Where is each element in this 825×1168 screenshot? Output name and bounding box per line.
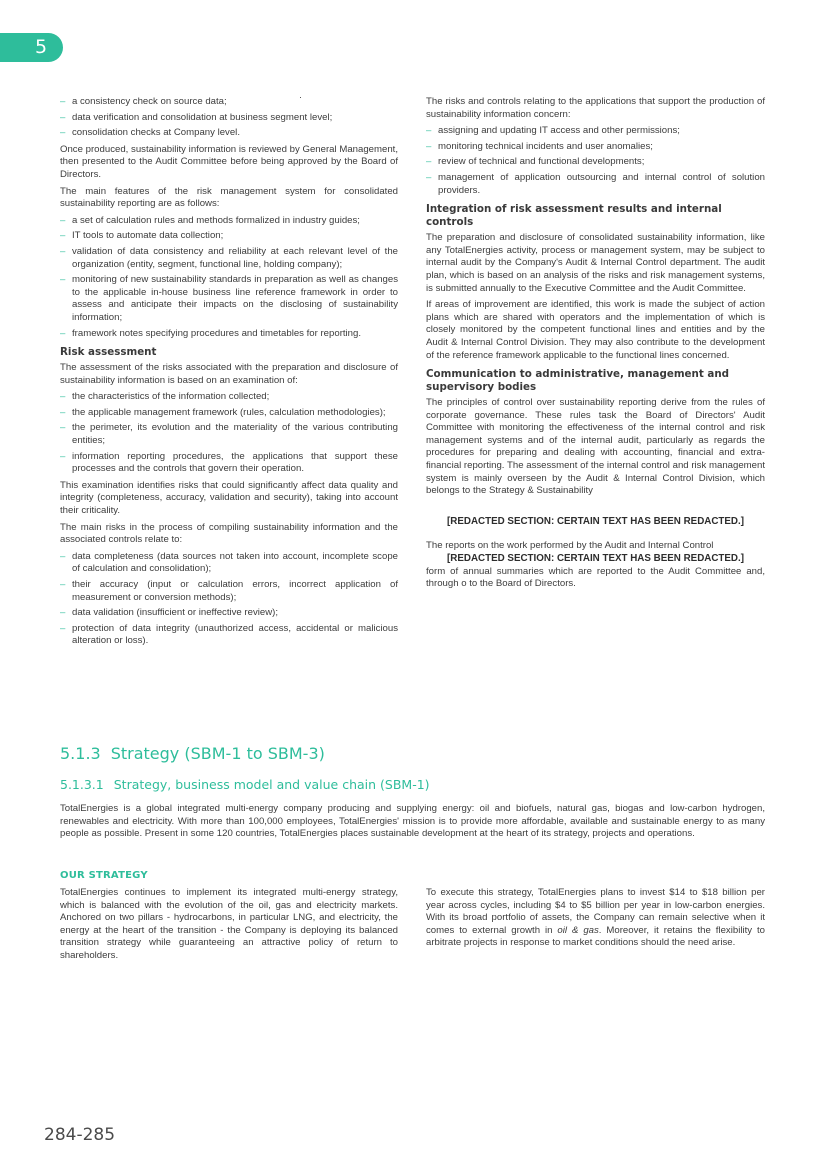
applications-list [426, 125, 765, 197]
left-column [60, 96, 398, 652]
intro-paragraph: TotalEnergies is a global integrated multi-energy company producing and supplying energy: oil and biofuels, natural gas, biogas and low-carbon hydrogen, renewables and electricity. With more than 100,000 employees, TotalEnergies' mission is to provide more affordable, available and sustainable energy to as many people as possible. Present in some 120 countries, TotalEnergies places sustainable development at the heart of its strategy, projects and operations. [60, 803, 765, 840]
list-item: – data completeness (data sources not taken into account, incomplete scope of calculation and consolidation); [60, 551, 398, 576]
chapter-number: 5 [35, 36, 48, 58]
subsection-number: 5.1.3.1 [60, 777, 104, 792]
features-list [60, 215, 398, 340]
our-strategy-heading: OUR STRATEGY [60, 870, 148, 881]
applications-paragraph: The risks and controls relating to the applications that support the production of sustainability information concern: [426, 96, 765, 120]
subsection-title: Strategy, business model and value chain (SBM-1) [113, 777, 430, 792]
list-item: – IT tools to automate data collection; [60, 230, 398, 243]
section-number: 5.1.3 [60, 744, 101, 763]
risk-assessment-heading: Risk assessment [60, 346, 157, 359]
chapter-tab [0, 33, 63, 62]
list-item: – validation of data consistency and reliability at each relevant level of the organization (entity, segment, functional line, holding company); [60, 246, 398, 271]
list-item: – a consistency check on source data; [60, 96, 398, 109]
strategy-right-paragraph [426, 887, 765, 950]
page-number: 284-285 [44, 1125, 116, 1145]
redacted-notice-1: [REDACTED SECTION: CERTAIN TEXT HAS BEEN REDACTED.] [447, 515, 744, 527]
list-item: – data validation (insufficient or ineffective review); [60, 607, 398, 620]
list-item: – review of technical and functional developments; [426, 156, 765, 169]
list-item: – the characteristics of the information collected; [60, 391, 398, 404]
strategy-right-italic: oil & gas [557, 924, 599, 936]
right-column [426, 96, 765, 595]
reports-paragraph-start: The reports on the work performed by the Audit and Internal Control [426, 540, 714, 552]
list-item: – monitoring of new sustainability standards in preparation as well as changes to the applicable in-house business line reference framework in order to assess and anticipate their impacts on the disclosing of sustainability information; [60, 274, 398, 324]
main-risks-paragraph: The main risks in the process of compiling sustainability information and the associated controls relate to: [60, 521, 398, 546]
features-paragraph: The main features of the risk management system for consolidated sustainability reporting are as follows: [60, 185, 398, 210]
integration-heading: Integration of risk assessment results and internal controls [426, 203, 722, 229]
subsection-heading [60, 777, 765, 793]
communication-heading: Communication to administrative, management and supervisory bodies [426, 368, 730, 394]
list-item: – data verification and consolidation at business segment level; [60, 112, 398, 125]
list-item: – monitoring technical incidents and user anomalies; [426, 141, 765, 154]
review-paragraph: Once produced, sustainability information is reviewed by General Management, then presented to the Audit Committee before being approved by the Board of Directors. [60, 143, 398, 180]
section-title: Strategy (SBM-1 to SBM-3) [110, 744, 325, 763]
strategy-left-paragraph: TotalEnergies continues to implement its integrated multi-energy strategy, which is balanced with the evolution of the oil, gas and electricity markets. Anchored on two pillars - hydrocarbons, in particular LNG, and electricity, the energy at the heart of the transition - the Company is deploying its balanced transition strategy while guaranteeing an attractive policy of return to shareholders. [60, 887, 398, 961]
reports-paragraph-end: form of annual summaries which are reported to the Audit Committee and, through o to the Board of Directors. [426, 565, 765, 590]
section-heading [60, 744, 765, 764]
redacted-notice-2: [REDACTED SECTION: CERTAIN TEXT HAS BEEN REDACTED.] [447, 553, 744, 565]
list-item: – a set of calculation rules and methods formalized in industry guides; [60, 215, 398, 228]
communication-paragraph: The principles of control over sustainability reporting derive from the rules of corporate governance. These rules task the Board of Directors' Audit Committee with monitoring the effectiveness of the internal control and risk management systems and of the internal audit, particularly as regards the procedures for preparing and dealing with accounting, financial and extra-financial reporting. The assessment of the internal control and risk management system is mainly overseen by the Audit & Internal Control Division, which belongs to the Strategy & Sustainability [426, 397, 765, 497]
strategy-right-text-2: . Moreover, it retains the flexibility to arbitrate projects in response to market conditions should the need arise. [426, 924, 766, 949]
consolidation-checks-list [60, 96, 398, 140]
risk-paragraph: The assessment of the risks associated with the preparation and disclosure of sustainability information is based on an examination of: [60, 362, 398, 386]
list-item: – the perimeter, its evolution and the materiality of the various contributing entities; [60, 422, 398, 447]
list-item: – the applicable management framework (rules, calculation methodologies); [60, 407, 398, 420]
main-risks-list [60, 551, 398, 648]
strategy-right-text-1: To execute this strategy, TotalEnergies plans to invest $14 to $18 billion per year across cycles, including $4 to $5 billion per year in low-carbon energies. With its broad portfolio of assets, the Company can remain selective when it comes to external growth in [426, 887, 765, 936]
list-item: – management of application outsourcing and internal control of solution providers. [426, 172, 765, 197]
list-item: – protection of data integrity (unauthorized access, accidental or malicious alteration or loss). [60, 623, 398, 648]
list-item: – information reporting procedures, the applications that support these processes and the controls that govern their operation. [60, 451, 398, 476]
list-item: – consolidation checks at Company level. [60, 127, 398, 140]
examination-paragraph: This examination identifies risks that could significantly affect data quality and integrity (completeness, accuracy, validation and security), taking into account their criticality. [60, 479, 398, 517]
risk-examination-list [60, 391, 398, 476]
integration-paragraph-2: If areas of improvement are identified, this work is made the subject of action plans which are shared with operators and the implementation of which is closely monitored by the competent functional lines and entities and by the Audit & Internal Control Division. They may also contribute to the development of the reference framework applicable to the functional lines concerned. [426, 299, 765, 361]
list-item: – assigning and updating IT access and other permissions; [426, 125, 765, 138]
list-item: – their accuracy (input or calculation errors, incorrect application of measurement or conversion methods); [60, 579, 398, 604]
integration-paragraph-1: The preparation and disclosure of consolidated sustainability information, like any TotalEnergies activity, process or management system, may be subject to internal audit by the Company's Audit & Internal Control department. The audit plan, which is based on an analysis of the risks and risk management systems, is submitted annually to the Executive Committee and the Audit Committee. [426, 232, 765, 294]
list-item: – framework notes specifying procedures and timetables for reporting. [60, 328, 398, 341]
